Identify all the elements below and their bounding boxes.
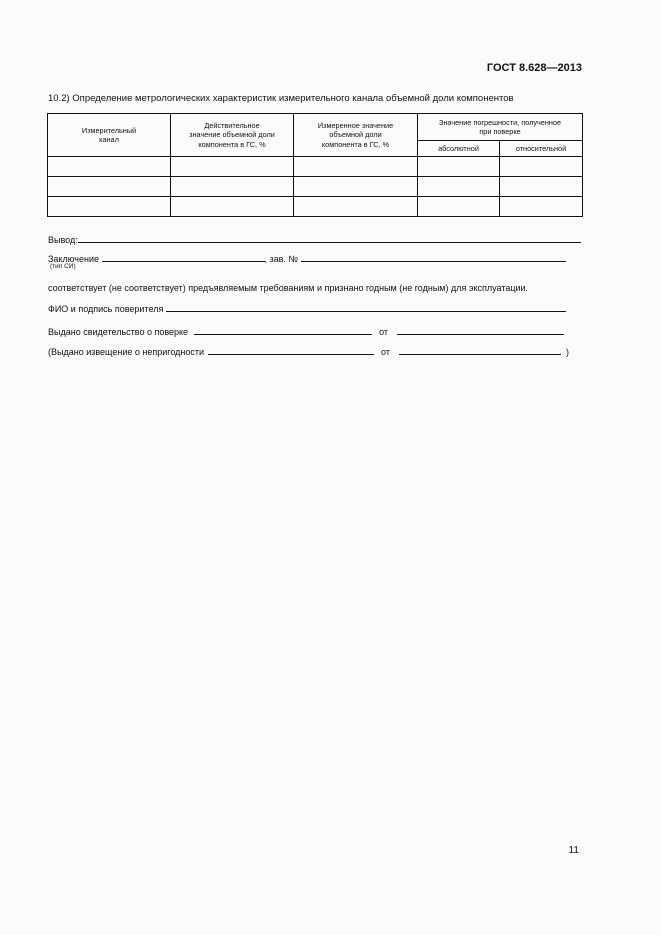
- verdict-label: Заключение: [48, 254, 99, 264]
- table-cell[interactable]: [418, 157, 500, 177]
- table-cell[interactable]: [418, 177, 500, 197]
- unfit-field[interactable]: [208, 345, 374, 355]
- table-cell[interactable]: [48, 157, 171, 177]
- table-cell[interactable]: [294, 197, 418, 217]
- compliance-text: соответствует (не соответствует) предъявляемым требованиям и признано годным (не годным) для эксплуатации.: [48, 283, 529, 293]
- instrument-type-field[interactable]: [102, 252, 265, 262]
- certificate-row: [48, 325, 564, 337]
- header-error-group: Значение погрешности, полученное при поверке: [418, 114, 583, 141]
- unfit-label: (Выдано извещение о непригодности: [48, 347, 205, 357]
- certificate-date-field[interactable]: [397, 325, 564, 335]
- header-measured-value: Измеренное значение объемной доли компонента в ГС, %: [294, 114, 418, 157]
- table-cell[interactable]: [48, 177, 171, 197]
- from-label: от: [379, 327, 389, 337]
- table-row: [48, 197, 583, 217]
- table-cell[interactable]: [171, 177, 294, 197]
- header-actual-value: Действительное значение объемной доли компонента в ГС, %: [171, 114, 294, 157]
- table-cell[interactable]: [500, 177, 583, 197]
- header-absolute: абсолютной: [418, 141, 500, 157]
- table-row: [48, 177, 583, 197]
- certificate-label: Выдано свидетельство о поверке: [48, 327, 189, 337]
- unfit-row: [48, 345, 569, 357]
- section-title: 10.2) Определение метрологических характеристик измерительного канала объемной доли компонентов: [48, 93, 514, 104]
- table-cell[interactable]: [418, 197, 500, 217]
- conclusion-label: Вывод:: [48, 235, 78, 245]
- page-number: 11: [568, 845, 579, 856]
- table-cell[interactable]: [294, 157, 418, 177]
- table-cell[interactable]: [171, 197, 294, 217]
- verdict-row: [48, 252, 566, 264]
- conclusion-row: [48, 233, 581, 245]
- header-relative: относительной: [500, 141, 583, 157]
- table-cell[interactable]: [171, 157, 294, 177]
- metrology-table: [47, 113, 583, 217]
- conclusion-field[interactable]: [78, 233, 581, 243]
- table-cell[interactable]: [294, 177, 418, 197]
- document-code: ГОСТ 8.628—2013: [486, 62, 582, 74]
- verifier-label: ФИО и подпись поверителя: [48, 304, 164, 314]
- serial-label: , зав. №: [264, 254, 299, 264]
- table-cell[interactable]: [500, 157, 583, 177]
- certificate-field[interactable]: [194, 325, 372, 335]
- unfit-date-field[interactable]: [399, 345, 561, 355]
- header-channel: Измерительный канал: [48, 114, 171, 157]
- close-paren: ): [566, 347, 570, 357]
- type-note: (тип СИ): [50, 263, 76, 270]
- from-label-2: от: [381, 347, 390, 357]
- table-row: [48, 157, 583, 177]
- verifier-row: [48, 302, 566, 314]
- table-cell[interactable]: [500, 197, 583, 217]
- table-cell[interactable]: [48, 197, 171, 217]
- serial-number-field[interactable]: [301, 252, 566, 262]
- verifier-field[interactable]: [166, 302, 566, 312]
